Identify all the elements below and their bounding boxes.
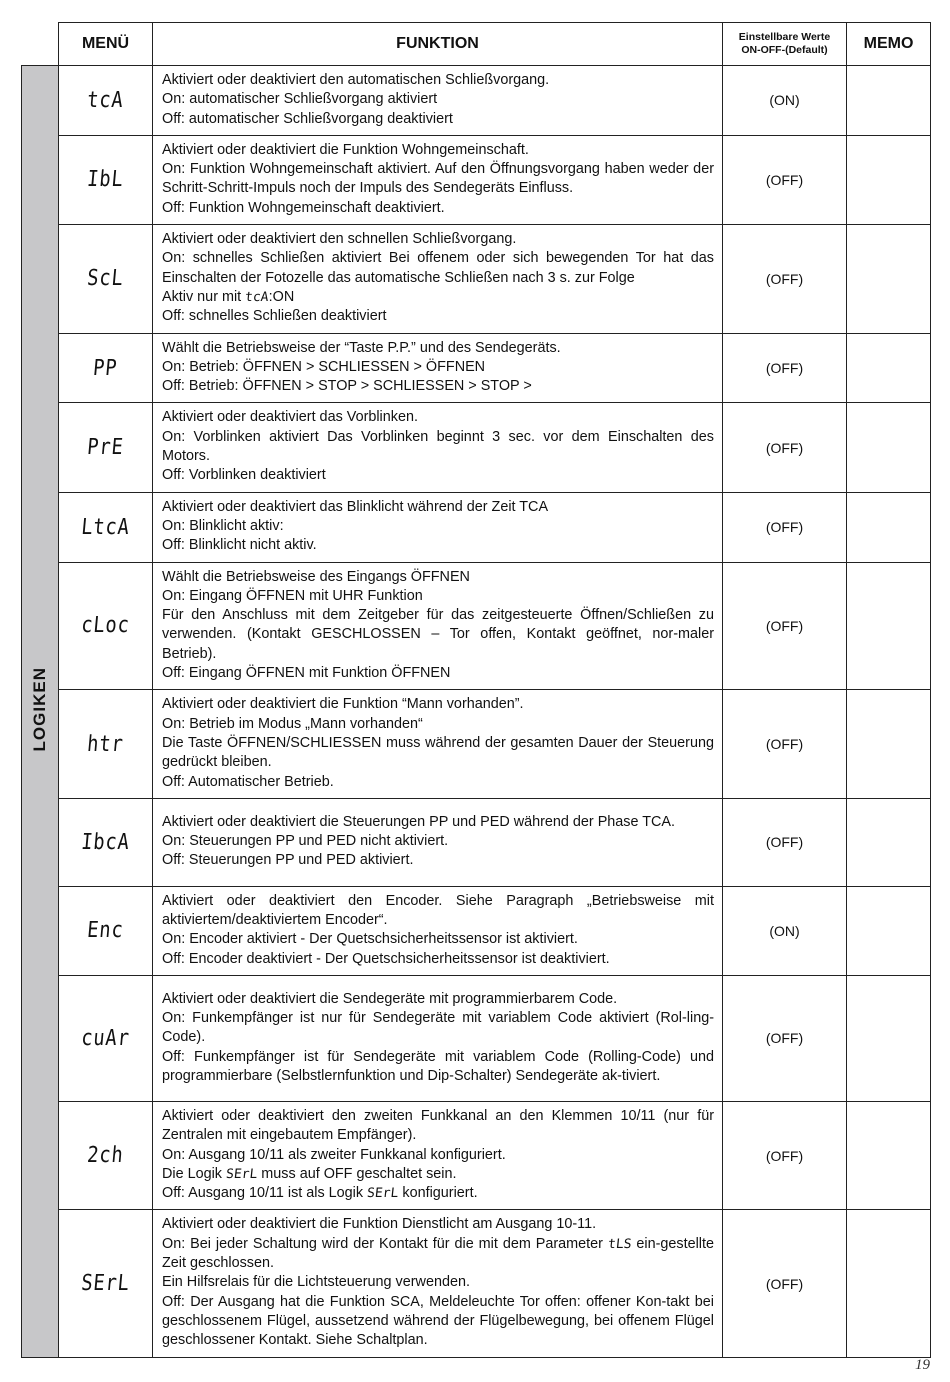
menu-code-cell	[59, 975, 153, 1101]
table-header-row	[22, 23, 931, 66]
function-line: Die Taste ÖFFNEN/SCHLIESSEN muss während der gesamten Dauer der Steuerung gedrückt bleiben.	[162, 734, 714, 771]
menu-code: LtcA	[80, 514, 131, 540]
memo-cell[interactable]	[847, 562, 931, 690]
table-row	[22, 492, 931, 562]
function-cell	[153, 225, 723, 333]
function-line: Aktiviert oder deaktiviert den Encoder. Siehe Paragraph „Betriebsweise mit aktiviertem/deaktiviertem Encoder“.	[162, 892, 714, 929]
menu-code-cell	[59, 135, 153, 224]
function-line: Aktiviert oder deaktiviert den zweiten Funkkanal an den Klemmen 10/11 (nur für Zentralen mit eingebautem Empfänger).	[162, 1107, 714, 1144]
memo-cell[interactable]	[847, 333, 931, 403]
off-code: SErL	[366, 1186, 400, 1202]
menu-code-cell	[59, 492, 153, 562]
function-line: Off: Blinklicht nicht aktiv.	[162, 537, 317, 554]
default-value: (OFF)	[723, 1101, 847, 1209]
function-line: Aktiviert oder deaktiviert die Funktion Dienstlicht am Ausgang 10-11.	[162, 1216, 597, 1233]
function-line-aktiv	[162, 288, 714, 307]
function-line: Off: Funkempfänger ist für Sendegeräte mit variablem Code (Rolling-Code) und programmierbare (Selbstlernfunktion und Dip-Schalter) Sendegeräte ak-tiviert.	[162, 1048, 714, 1084]
menu-code: tcA	[86, 87, 125, 113]
function-line: Ein Hilfsrelais für die Lichtsteuerung verwenden.	[162, 1274, 470, 1291]
menu-code: IbL	[86, 167, 125, 193]
default-value: (ON)	[723, 66, 847, 136]
table-row	[22, 886, 931, 975]
header-menu: MENÜ	[59, 23, 153, 66]
logik-prefix: Die Logik	[162, 1165, 226, 1182]
aktiv-suffix: :ON	[268, 288, 295, 305]
function-cell	[153, 66, 723, 136]
function-cell	[153, 562, 723, 690]
function-cell	[153, 690, 723, 798]
menu-code: PrE	[86, 435, 125, 461]
menu-code-cell	[59, 403, 153, 492]
function-line: Off: Der Ausgang hat die Funktion SCA, Meldeleuchte Tor offen: offener Kon-takt bei geschlossenem Flügel, aussetzend während der Flügelbewegung, bei offenem Flügel geschlossener Kontakt. Siehe Schaltplan.	[162, 1293, 714, 1349]
menu-code: IbcA	[80, 829, 131, 855]
function-line: Aktiviert oder deaktiviert den automatischen Schließvorgang.	[162, 72, 550, 88]
table-row	[22, 798, 931, 886]
function-line: On: Eingang ÖFFNEN mit UHR Funktion	[162, 587, 423, 604]
function-cell	[153, 1210, 723, 1357]
default-value: (OFF)	[723, 225, 847, 333]
function-cell	[153, 135, 723, 224]
aktiv-code: tcA	[244, 289, 270, 305]
menu-code: ScL	[86, 266, 125, 292]
function-line: Aktiviert oder deaktiviert das Blinklicht während der Zeit TCA	[162, 498, 549, 515]
function-line: On: Betrieb: ÖFFNEN > SCHLIESSEN > ÖFFNEN	[162, 358, 486, 375]
header-values-line2: ON-OFF-(Default)	[741, 44, 828, 56]
header-values-line1: Einstellbare Werte	[738, 31, 831, 43]
off-suffix: konfiguriert.	[398, 1185, 478, 1202]
function-line: Off: Eingang ÖFFNEN mit Funktion ÖFFNEN	[162, 665, 451, 682]
default-value: (OFF)	[723, 492, 847, 562]
function-line: Aktiviert oder deaktiviert das Vorblinken.	[162, 409, 418, 426]
function-line: Off: Automatischer Betrieb.	[162, 773, 334, 790]
function-cell	[153, 886, 723, 975]
function-line: On: Blinklicht aktiv:	[162, 517, 284, 534]
function-line: On: Funkempfänger ist nur für Sendegeräte mit variablem Code aktiviert (Rol-ling-Code).	[162, 1010, 714, 1046]
function-line: On: Vorblinken aktiviert Das Vorblinken beginnt 3 sec. vor dem Einschalten des Motors.	[162, 428, 714, 465]
memo-cell[interactable]	[847, 225, 931, 333]
header-blank-cell	[22, 23, 59, 66]
menu-code: SErL	[80, 1271, 131, 1296]
function-line-logik	[162, 1165, 714, 1184]
function-line: Aktiviert oder deaktiviert die Funktion “Mann vorhanden”.	[162, 696, 524, 713]
menu-code: cuAr	[80, 1025, 131, 1051]
function-cell	[153, 975, 723, 1101]
function-line: On: Ausgang 10/11 als zweiter Funkkanal konfiguriert.	[162, 1146, 506, 1163]
table-row	[22, 975, 931, 1101]
function-cell	[153, 403, 723, 492]
menu-code: cLoc	[80, 613, 131, 639]
on-prefix: On: Bei jeder Schaltung wird der Kontakt für die mit dem Parameter	[162, 1235, 608, 1252]
memo-cell[interactable]	[847, 492, 931, 562]
memo-cell[interactable]	[847, 798, 931, 886]
function-line: Aktiviert oder deaktiviert die Funktion Wohngemeinschaft.	[162, 141, 529, 158]
table-row	[22, 1101, 931, 1209]
function-line: Off: Betrieb: ÖFFNEN > STOP > SCHLIESSEN > STOP >	[162, 378, 532, 395]
function-line: Off: automatischer Schließvorgang deaktiviert	[162, 110, 453, 127]
table-row	[22, 135, 931, 224]
menu-code-cell	[59, 886, 153, 975]
default-value: (OFF)	[723, 690, 847, 798]
memo-cell[interactable]	[847, 1210, 931, 1357]
default-value: (OFF)	[723, 798, 847, 886]
default-value: (OFF)	[723, 333, 847, 403]
table-row	[22, 66, 931, 136]
function-line: On: Steuerungen PP und PED nicht aktiviert.	[162, 833, 449, 850]
memo-cell[interactable]	[847, 403, 931, 492]
function-cell	[153, 492, 723, 562]
side-label: LOGIKEN	[30, 666, 49, 751]
function-cell	[153, 333, 723, 403]
menu-code-cell	[59, 690, 153, 798]
function-line: On: Funktion Wohngemeinschaft aktiviert. Auf den Öffnungsvorgang haben weder der Schritt-Schritt-Impuls noch der Impuls des Sendegeräts Einfluss.	[162, 161, 714, 197]
table-row	[22, 403, 931, 492]
on-code: tLS	[607, 1236, 633, 1252]
function-line: On: Betrieb im Modus „Mann vorhanden“	[162, 715, 423, 732]
default-value: (ON)	[723, 886, 847, 975]
default-value: (OFF)	[723, 975, 847, 1101]
table-row	[22, 225, 931, 333]
function-line: Wählt die Betriebsweise der “Taste P.P.” und des Sendegeräts.	[162, 339, 561, 356]
function-line-on	[162, 1235, 714, 1274]
function-cell	[153, 1101, 723, 1209]
menu-code-cell	[59, 66, 153, 136]
menu-code: 2ch	[86, 1143, 125, 1169]
function-cell	[153, 798, 723, 886]
header-memo: MEMO	[847, 23, 931, 66]
menu-code-cell	[59, 1101, 153, 1209]
logic-settings-table	[21, 22, 931, 1358]
table-row	[22, 1210, 931, 1357]
memo-cell[interactable]	[847, 135, 931, 224]
menu-code-cell	[59, 333, 153, 403]
table-row	[22, 333, 931, 403]
logik-suffix: muss auf OFF geschaltet sein.	[257, 1165, 457, 1182]
function-line: Off: Funktion Wohngemeinschaft deaktiviert.	[162, 199, 445, 216]
menu-code: htr	[86, 731, 125, 757]
default-value: (OFF)	[723, 562, 847, 690]
default-value: (OFF)	[723, 135, 847, 224]
menu-code-cell	[59, 225, 153, 333]
off-prefix: Off: Ausgang 10/11 ist als Logik	[162, 1185, 368, 1202]
memo-cell[interactable]	[847, 690, 931, 798]
header-function: FUNKTION	[153, 23, 723, 66]
function-line: Aktiviert oder deaktiviert die Steuerungen PP und PED während der Phase TCA.	[162, 813, 676, 830]
menu-code-cell	[59, 1210, 153, 1357]
function-line: Aktiviert oder deaktiviert die Sendegeräte mit programmierbarem Code.	[162, 990, 618, 1007]
side-label-cell	[22, 66, 59, 1358]
function-line: Wählt die Betriebsweise des Eingangs ÖFFNEN	[162, 568, 470, 585]
function-line: On: Encoder aktiviert - Der Quetschsicherheitssensor ist aktiviert.	[162, 931, 578, 948]
function-line: Off: Encoder deaktiviert - Der Quetschsicherheitssensor ist deaktiviert.	[162, 950, 610, 967]
menu-code-cell	[59, 798, 153, 886]
function-line: On: schnelles Schließen aktiviert Bei offenem oder sich bewegenden Tor hat das Einschalten der Fotozelle das automatische Schließen nach 3 s. zur Folge	[162, 250, 714, 286]
memo-cell[interactable]	[847, 975, 931, 1101]
header-values	[723, 23, 847, 66]
memo-cell[interactable]	[847, 66, 931, 136]
function-line: On: automatischer Schließvorgang aktiviert	[162, 91, 438, 108]
aktiv-prefix: Aktiv nur mit	[162, 288, 246, 305]
function-line: Für den Anschluss mit dem Zeitgeber für das zeitgesteuerte Öffnen/Schließen zu verwenden. (Kontakt GESCHLOSSEN – Tor offen, Kontakt geöffnet, nor-maler Betrieb).	[162, 607, 714, 662]
table-row	[22, 562, 931, 690]
function-line: Off: Vorblinken deaktiviert	[162, 467, 326, 484]
memo-cell[interactable]	[847, 886, 931, 975]
default-value: (OFF)	[723, 1210, 847, 1357]
function-line: Off: Steuerungen PP und PED aktiviert.	[162, 852, 414, 869]
page-number: 19	[915, 1357, 930, 1373]
function-line: Aktiviert oder deaktiviert den schnellen Schließvorgang.	[162, 231, 517, 248]
table-row	[22, 690, 931, 798]
menu-code: PP	[92, 355, 119, 381]
memo-cell[interactable]	[847, 1101, 931, 1209]
function-line-off	[162, 1184, 714, 1203]
on-suffix: ein-gestellte Zeit geschlossen.	[162, 1235, 714, 1272]
default-value: (OFF)	[723, 403, 847, 492]
function-line: Off: schnelles Schließen deaktiviert	[162, 308, 387, 325]
menu-code: Enc	[86, 918, 125, 944]
menu-code-cell	[59, 562, 153, 690]
logik-code: SErL	[225, 1166, 259, 1182]
